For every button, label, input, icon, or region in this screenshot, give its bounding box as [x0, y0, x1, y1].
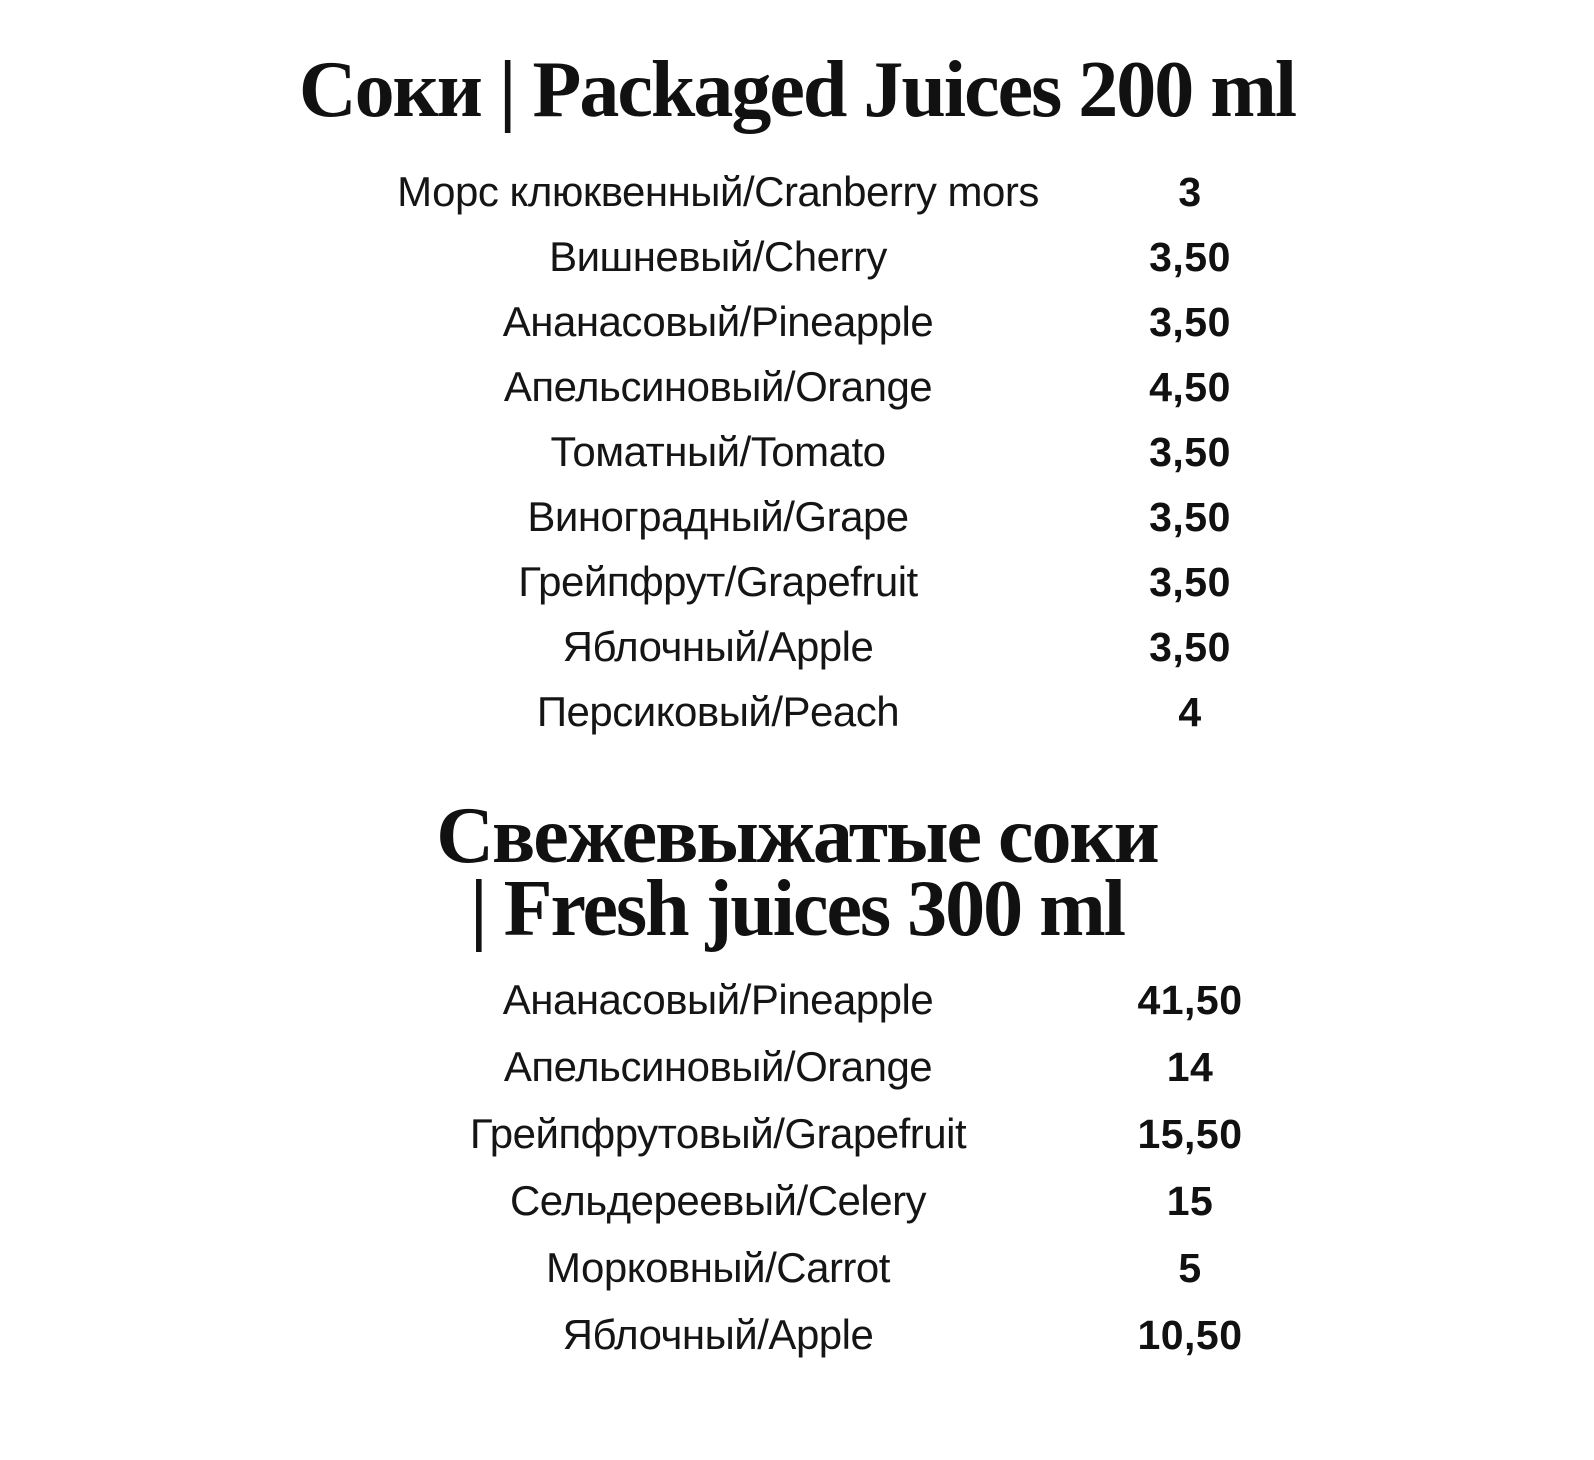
section-title: [0, 791, 1594, 954]
item-price: 3,50: [1149, 623, 1231, 670]
item-name: Сельдереевый/Celery: [509, 1177, 927, 1225]
item-price: 3,50: [1149, 298, 1231, 345]
menu-section: [0, 791, 1594, 1369]
menu-item-row: [318, 1235, 1262, 1302]
item-price: 15: [1166, 1177, 1214, 1224]
menu-item-row: [318, 420, 1262, 485]
menu-items: [318, 160, 1262, 745]
item-name: Апельсиновый/Orange: [503, 1043, 933, 1091]
item-price: 3,50: [1149, 233, 1231, 280]
item-name: Ананасовый/Pineapple: [502, 298, 934, 346]
item-price: 4: [1178, 688, 1202, 735]
item-name: Ананасовый/Pineapple: [502, 976, 934, 1024]
section-title-line: Соки | Packaged Juices 200 ml: [298, 46, 1296, 134]
item-name: Яблочный/Apple: [562, 1311, 874, 1359]
menu-item-row: [318, 967, 1262, 1034]
item-price: 41,50: [1137, 976, 1243, 1023]
item-price: 4,50: [1149, 363, 1231, 410]
item-name: Вишневый/Cherry: [549, 233, 887, 281]
menu-item-row: [318, 355, 1262, 420]
menu-item-row: [318, 1168, 1262, 1235]
item-price: 3,50: [1149, 428, 1231, 475]
menu-item-row: [318, 1101, 1262, 1168]
menu-items: [318, 967, 1262, 1369]
item-price: 15,50: [1137, 1110, 1243, 1157]
item-name: Персиковый/Peach: [536, 688, 900, 736]
menu-item-row: [318, 160, 1262, 225]
menu-item-row: [318, 485, 1262, 550]
item-name: Грейпфрутовый/Grapefruit: [469, 1110, 967, 1158]
item-name: Морковный/Carrot: [546, 1244, 890, 1292]
menu-item-row: [318, 1302, 1262, 1369]
item-name: Апельсиновый/Orange: [503, 363, 933, 411]
menu-section: [0, 46, 1594, 745]
section-title-line: | Fresh juices 300 ml: [469, 865, 1125, 954]
menu-item-row: [318, 615, 1262, 680]
section-title-line: Свежевыжатые соки: [436, 791, 1158, 880]
item-name: Морс клюквенный/Cranberry mors: [397, 168, 1039, 216]
item-price: 3,50: [1149, 558, 1231, 605]
item-price: 14: [1166, 1043, 1214, 1090]
menu-item-row: [318, 225, 1262, 290]
section-title: [0, 46, 1594, 134]
item-name: Виноградный/Grape: [527, 493, 909, 541]
menu-item-row: [318, 290, 1262, 355]
menu-item-row: [318, 680, 1262, 745]
menu-item-row: [318, 1034, 1262, 1101]
item-price: 3: [1178, 168, 1202, 215]
item-name: Грейпфрут/Grapefruit: [518, 558, 918, 606]
item-price: 10,50: [1137, 1311, 1243, 1358]
item-price: 5: [1178, 1244, 1202, 1291]
item-name: Яблочный/Apple: [562, 623, 874, 671]
item-name: Томатный/Tomato: [550, 428, 886, 476]
menu-item-row: [318, 550, 1262, 615]
item-price: 3,50: [1149, 493, 1231, 540]
